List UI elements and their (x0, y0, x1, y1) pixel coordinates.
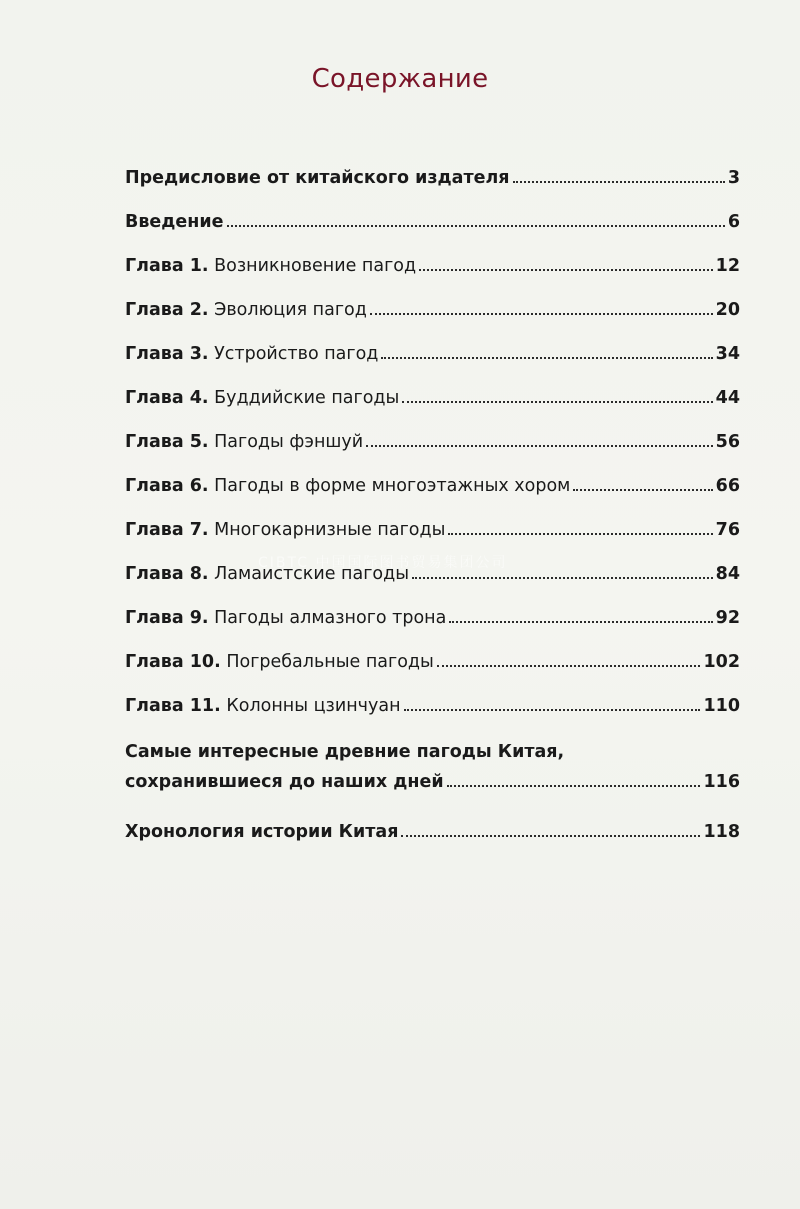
chapter-number: Глава 3. (125, 344, 209, 364)
toc-entry-page: 118 (703, 822, 740, 842)
chapter-title: Пагоды в форме многоэтажных хором (208, 476, 571, 496)
chapter-title: Пагоды фэншуй (208, 432, 364, 452)
chapter-title: Погребальные пагоды (220, 652, 434, 672)
chapter-title: Пагоды алмазного трона (208, 608, 447, 628)
leader-dots (370, 312, 713, 315)
toc-entry-label-line2: сохранившиеся до наших дней (125, 772, 444, 792)
chapter-title: Многокарнизные пагоды (208, 520, 446, 540)
chapter-title: Буддийские пагоды (208, 388, 400, 408)
toc-entry-chapter-10 (125, 650, 740, 680)
leader-dots (573, 488, 712, 491)
toc-entry-chapter-2 (125, 298, 740, 328)
toc-entry-page: 56 (715, 432, 740, 452)
leader-dots (401, 834, 700, 837)
leader-dots (366, 444, 712, 447)
toc-entry-page: 76 (715, 520, 740, 540)
chapter-title: Возникновение пагод (208, 256, 417, 276)
chapter-number: Глава 4. (125, 388, 209, 408)
chapter-number: Глава 9. (125, 608, 209, 628)
toc-entry-ancient-pagodas (125, 740, 740, 800)
toc-entry-preface (125, 166, 740, 196)
chapter-number: Глава 8. (125, 564, 209, 584)
leader-dots (449, 620, 712, 623)
toc-entry-chapter-5 (125, 430, 740, 460)
toc-entry-page: 110 (703, 696, 740, 716)
leader-dots (404, 708, 701, 711)
toc-entry-chapter-11 (125, 694, 740, 724)
toc-entry-page: 20 (715, 300, 740, 320)
toc-entry-page: 12 (715, 256, 740, 276)
leader-dots (419, 268, 713, 271)
chapter-title: Ламаистские пагоды (208, 564, 410, 584)
toc-title: Содержание (311, 64, 489, 94)
chapter-number: Глава 7. (125, 520, 209, 540)
toc-entry-chapter-4 (125, 386, 740, 416)
toc-entry-chapter-3 (125, 342, 740, 372)
chapter-title: Устройство пагод (208, 344, 379, 364)
toc-entry-label: Предисловие от китайского издателя (125, 168, 510, 188)
leader-dots (447, 784, 701, 787)
chapter-number: Глава 1. (125, 256, 209, 276)
watermark: CIBTC 中国国际图书贸易集团公司 (258, 555, 508, 571)
leader-dots (412, 576, 713, 579)
leader-dots (437, 664, 701, 667)
toc-entry-page: 84 (715, 564, 740, 584)
toc-entry-page: 102 (703, 652, 740, 672)
chapter-number: Глава 2. (125, 300, 209, 320)
leader-dots (381, 356, 712, 359)
chapter-number: Глава 10. (125, 652, 221, 672)
toc-entry-page: 92 (715, 608, 740, 628)
toc-entry-page: 44 (715, 388, 740, 408)
toc-entry-label: Хронология истории Китая (125, 822, 399, 842)
toc-entry-page: 66 (715, 476, 740, 496)
toc-entry-chapter-9 (125, 606, 740, 636)
toc-entry-page: 116 (703, 772, 740, 792)
toc-entry-page: 3 (727, 168, 740, 188)
toc-entry-chapter-7 (125, 518, 740, 548)
chapter-title: Колонны цзинчуан (220, 696, 401, 716)
toc-entry-label: Введение (125, 212, 224, 232)
toc-entry-label-line1: Самые интересные древние пагоды Китая, (125, 742, 565, 762)
toc-entry-chapter-1 (125, 254, 740, 284)
toc-entry-page: 6 (727, 212, 740, 232)
chapter-number: Глава 5. (125, 432, 209, 452)
toc-entry-chronology (125, 820, 740, 850)
leader-dots (513, 180, 725, 183)
toc-entry-page: 34 (715, 344, 740, 364)
leader-dots (448, 532, 712, 535)
toc-entry-chapter-6 (125, 474, 740, 504)
leader-dots (402, 400, 712, 403)
chapter-number: Глава 11. (125, 696, 221, 716)
chapter-number: Глава 6. (125, 476, 209, 496)
leader-dots (227, 224, 725, 227)
chapter-title: Эволюция пагод (208, 300, 367, 320)
toc-entry-introduction (125, 210, 740, 240)
